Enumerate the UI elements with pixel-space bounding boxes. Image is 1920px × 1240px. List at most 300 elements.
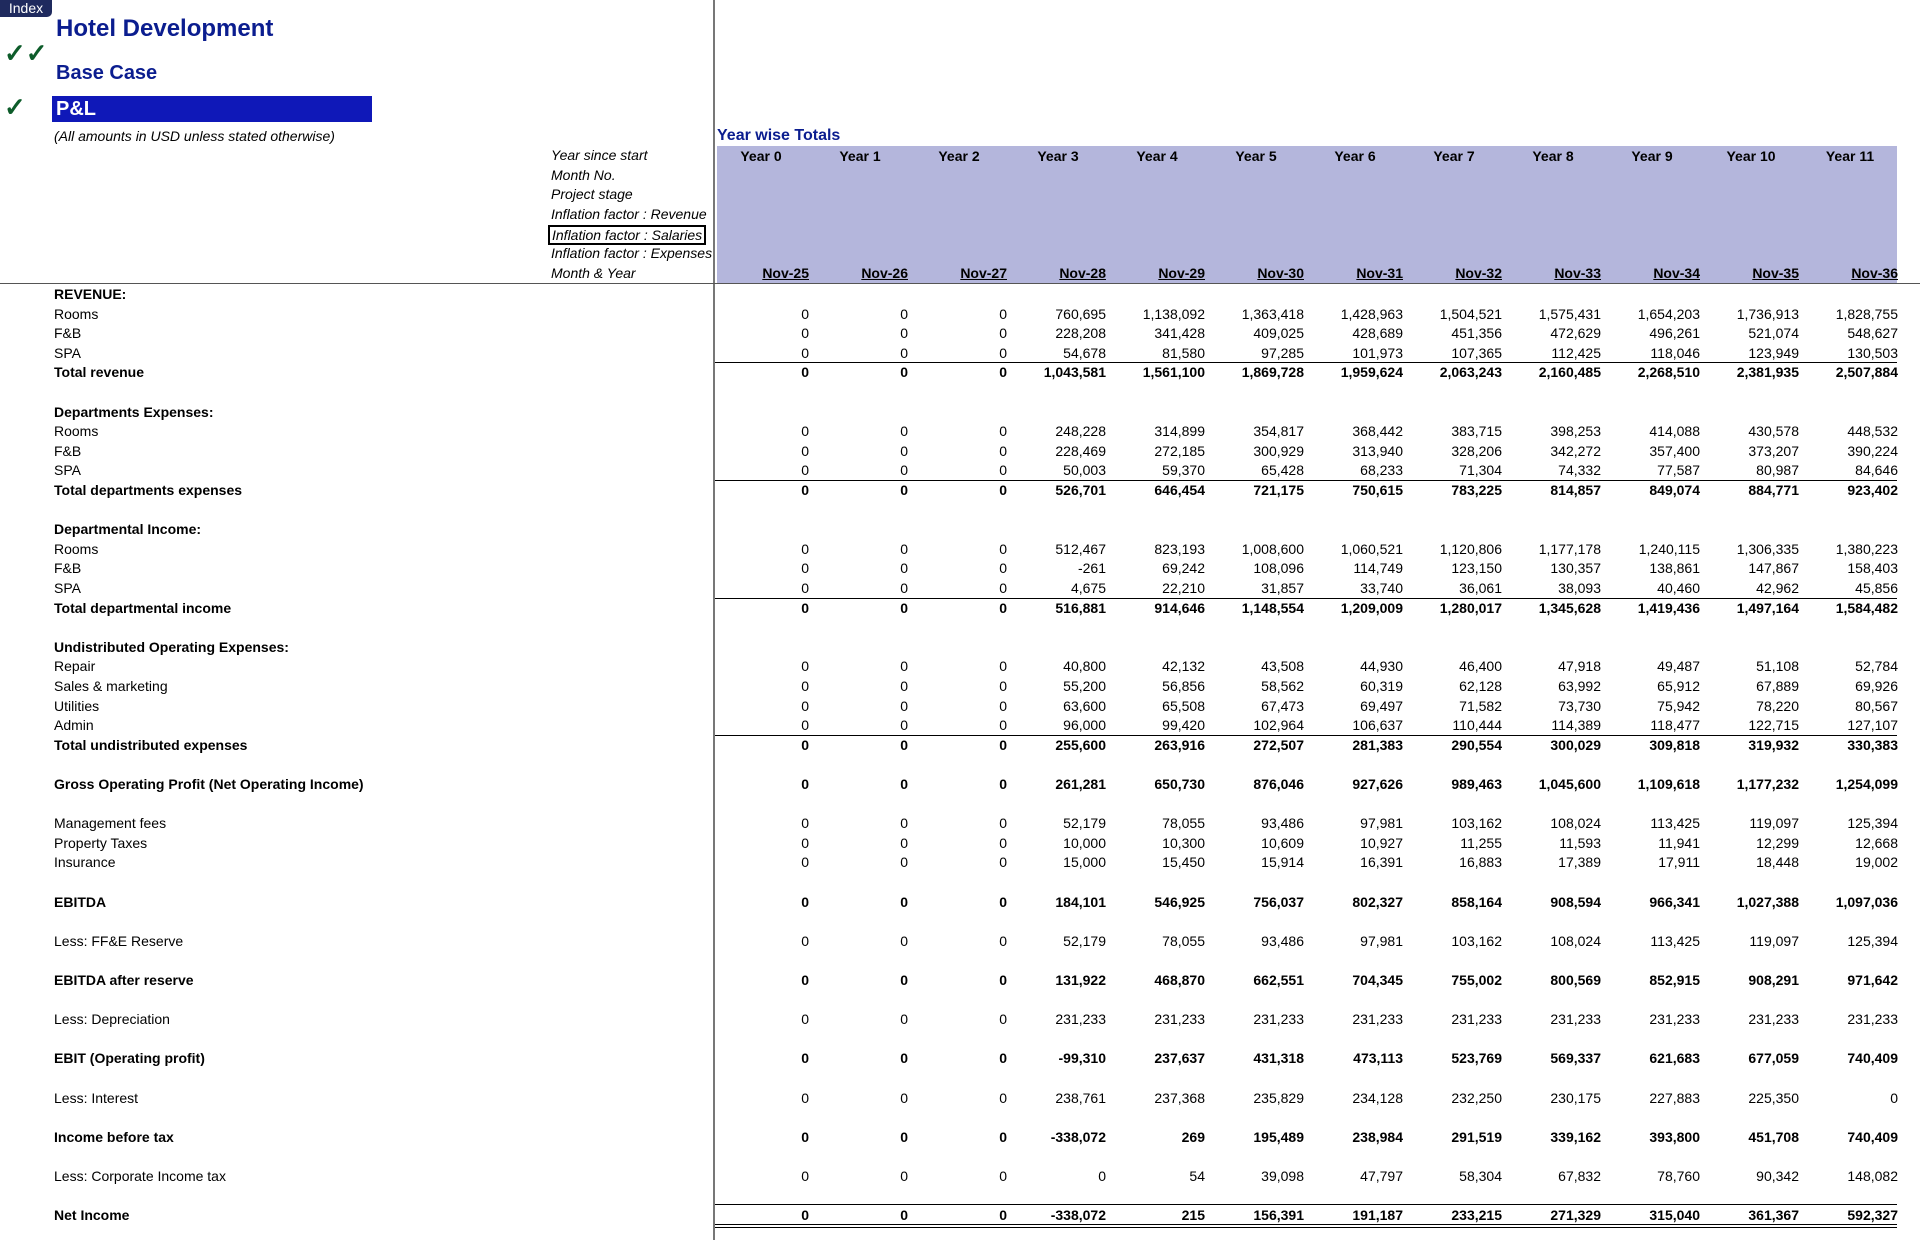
- table-cell[interactable]: 342,272: [1550, 442, 1601, 459]
- table-cell[interactable]: 0: [900, 580, 908, 596]
- table-cell[interactable]: 47,918: [1558, 658, 1601, 675]
- table-cell[interactable]: 11,255: [1460, 834, 1502, 851]
- table-cell[interactable]: 0: [999, 580, 1007, 596]
- table-cell[interactable]: 1,828,755: [1835, 305, 1898, 322]
- table-cell[interactable]: 1,109,618: [1637, 776, 1700, 792]
- table-cell[interactable]: 0: [801, 423, 809, 440]
- table-cell[interactable]: 0: [900, 599, 908, 616]
- table-cell[interactable]: 15,914: [1261, 854, 1304, 871]
- table-cell[interactable]: 740,409: [1847, 1050, 1898, 1067]
- table-cell[interactable]: 59,370: [1162, 462, 1205, 479]
- table-cell[interactable]: 231,233: [1154, 1011, 1205, 1028]
- table-cell[interactable]: 4,675: [1070, 580, 1106, 596]
- table-cell[interactable]: 138,861: [1649, 560, 1700, 577]
- table-cell[interactable]: 0: [900, 325, 908, 342]
- table-cell[interactable]: 0: [900, 678, 908, 694]
- table-cell[interactable]: 158,403: [1847, 560, 1898, 577]
- table-cell[interactable]: 1,177,178: [1538, 540, 1601, 557]
- table-cell[interactable]: 114,749: [1353, 560, 1403, 577]
- table-cell[interactable]: 884,771: [1748, 482, 1799, 498]
- table-cell[interactable]: 0: [900, 423, 908, 440]
- table-cell[interactable]: 0: [801, 344, 809, 361]
- table-cell[interactable]: 0: [801, 697, 809, 714]
- table-cell[interactable]: 93,486: [1261, 932, 1304, 949]
- table-cell[interactable]: 876,046: [1253, 776, 1304, 792]
- table-cell[interactable]: 71,582: [1459, 697, 1502, 714]
- table-cell[interactable]: 261,281: [1055, 776, 1106, 792]
- table-cell[interactable]: -338,072: [1050, 1207, 1106, 1224]
- table-cell[interactable]: 0: [900, 364, 908, 381]
- table-cell[interactable]: 0: [900, 560, 908, 577]
- table-cell[interactable]: 225,350: [1748, 1089, 1799, 1106]
- table-cell[interactable]: 215: [1181, 1207, 1205, 1224]
- table-cell[interactable]: 0: [801, 442, 809, 459]
- table-cell[interactable]: 231,233: [1253, 1011, 1304, 1028]
- table-cell[interactable]: 55,200: [1063, 678, 1106, 694]
- table-cell[interactable]: 231,233: [1847, 1011, 1898, 1028]
- table-cell[interactable]: 1,428,963: [1340, 305, 1403, 322]
- table-cell[interactable]: 31,857: [1261, 580, 1304, 596]
- table-cell[interactable]: 755,002: [1451, 972, 1502, 988]
- table-cell[interactable]: 0: [999, 893, 1007, 910]
- table-cell[interactable]: 102,964: [1253, 717, 1304, 734]
- table-cell[interactable]: 263,916: [1154, 736, 1205, 753]
- table-cell[interactable]: 750,615: [1352, 482, 1403, 498]
- table-cell[interactable]: 1,869,728: [1241, 364, 1304, 381]
- table-cell[interactable]: 0: [900, 893, 908, 910]
- table-cell[interactable]: 18,448: [1756, 854, 1799, 871]
- table-cell[interactable]: 0: [999, 462, 1007, 479]
- table-cell[interactable]: 0: [900, 1089, 908, 1106]
- table-cell[interactable]: 156,391: [1253, 1207, 1304, 1224]
- table-cell[interactable]: 16,883: [1459, 854, 1502, 871]
- table-cell[interactable]: 373,207: [1748, 442, 1799, 459]
- table-cell[interactable]: 1,504,521: [1439, 305, 1502, 322]
- table-cell[interactable]: 80,567: [1855, 697, 1898, 714]
- table-cell[interactable]: 69,926: [1855, 678, 1898, 694]
- table-cell[interactable]: 50,003: [1063, 462, 1106, 479]
- table-cell[interactable]: 621,683: [1649, 1050, 1700, 1067]
- table-cell[interactable]: 230,175: [1550, 1089, 1601, 1106]
- table-cell[interactable]: 546,925: [1154, 893, 1205, 910]
- table-cell[interactable]: 15,450: [1162, 854, 1205, 871]
- table-cell[interactable]: 802,327: [1352, 893, 1403, 910]
- table-cell[interactable]: 430,578: [1748, 423, 1799, 440]
- table-cell[interactable]: 328,206: [1451, 442, 1502, 459]
- table-cell[interactable]: 0: [900, 1207, 908, 1224]
- table-cell[interactable]: 291,519: [1451, 1128, 1502, 1145]
- table-cell[interactable]: 0: [801, 834, 809, 851]
- table-cell[interactable]: 721,175: [1253, 482, 1304, 498]
- table-cell[interactable]: 0: [801, 658, 809, 675]
- table-cell[interactable]: 383,715: [1451, 423, 1502, 440]
- table-cell[interactable]: 300,029: [1550, 736, 1601, 753]
- table-cell[interactable]: 428,689: [1352, 325, 1403, 342]
- table-cell[interactable]: 569,337: [1550, 1050, 1601, 1067]
- table-cell[interactable]: 67,473: [1261, 697, 1304, 714]
- table-cell[interactable]: 0: [900, 776, 908, 792]
- table-cell[interactable]: 97,285: [1261, 344, 1304, 361]
- table-cell[interactable]: 0: [999, 932, 1007, 949]
- table-cell[interactable]: 0: [999, 678, 1007, 694]
- table-cell[interactable]: 823,193: [1154, 540, 1205, 557]
- table-cell[interactable]: 36,061: [1459, 580, 1502, 596]
- table-cell[interactable]: 448,532: [1847, 423, 1898, 440]
- table-cell[interactable]: 1,045,600: [1538, 776, 1601, 792]
- table-cell[interactable]: 78,760: [1657, 1168, 1700, 1184]
- table-cell[interactable]: 15,000: [1063, 854, 1106, 871]
- table-cell[interactable]: 927,626: [1352, 776, 1403, 792]
- table-cell[interactable]: 17,911: [1658, 854, 1700, 871]
- table-cell[interactable]: 0: [801, 1050, 809, 1067]
- table-cell[interactable]: 314,899: [1154, 423, 1205, 440]
- table-cell[interactable]: 390,224: [1847, 442, 1898, 459]
- table-cell[interactable]: -338,072: [1050, 1128, 1106, 1145]
- table-cell[interactable]: 248,228: [1055, 423, 1106, 440]
- table-cell[interactable]: 1,097,036: [1835, 893, 1898, 910]
- table-cell[interactable]: 12,668: [1855, 834, 1898, 851]
- table-cell[interactable]: 228,469: [1055, 442, 1106, 459]
- table-cell[interactable]: 0: [999, 305, 1007, 322]
- table-cell[interactable]: 108,024: [1550, 932, 1601, 949]
- table-cell[interactable]: 113,425: [1650, 932, 1700, 949]
- table-cell[interactable]: 231,233: [1748, 1011, 1799, 1028]
- table-cell[interactable]: 184,101: [1055, 893, 1106, 910]
- table-cell[interactable]: 80,987: [1756, 462, 1799, 479]
- table-cell[interactable]: 62,128: [1459, 678, 1502, 694]
- table-cell[interactable]: 300,929: [1253, 442, 1304, 459]
- table-cell[interactable]: 1,148,554: [1241, 599, 1304, 616]
- table-cell[interactable]: 11,593: [1559, 834, 1601, 851]
- table-cell[interactable]: 330,383: [1847, 736, 1898, 753]
- table-cell[interactable]: 1,254,099: [1835, 776, 1898, 792]
- table-cell[interactable]: 60,319: [1360, 678, 1403, 694]
- table-cell[interactable]: 0: [999, 697, 1007, 714]
- table-cell[interactable]: 393,800: [1649, 1128, 1700, 1145]
- table-cell[interactable]: 0: [900, 442, 908, 459]
- table-cell[interactable]: 0: [801, 717, 809, 734]
- table-cell[interactable]: 2,268,510: [1637, 364, 1700, 381]
- table-cell[interactable]: 0: [900, 697, 908, 714]
- table-cell[interactable]: 123,949: [1748, 344, 1799, 361]
- table-cell[interactable]: 118,046: [1650, 344, 1700, 361]
- table-cell[interactable]: 63,992: [1558, 678, 1601, 694]
- table-cell[interactable]: 0: [801, 540, 809, 557]
- table-cell[interactable]: 646,454: [1154, 482, 1205, 498]
- table-cell[interactable]: 93,486: [1261, 815, 1304, 832]
- table-cell[interactable]: 122,715: [1748, 717, 1799, 734]
- table-cell[interactable]: 191,187: [1352, 1207, 1403, 1224]
- table-cell[interactable]: 0: [999, 560, 1007, 577]
- table-cell[interactable]: 97,981: [1360, 815, 1403, 832]
- table-cell[interactable]: 971,642: [1847, 972, 1898, 988]
- table-cell[interactable]: 74,332: [1558, 462, 1601, 479]
- table-cell[interactable]: 0: [801, 560, 809, 577]
- table-cell[interactable]: 814,857: [1550, 482, 1601, 498]
- table-cell[interactable]: 0: [999, 1207, 1007, 1224]
- table-cell[interactable]: 0: [801, 305, 809, 322]
- table-cell[interactable]: 52,179: [1063, 815, 1106, 832]
- table-cell[interactable]: 451,356: [1451, 325, 1502, 342]
- table-cell[interactable]: 1,306,335: [1736, 540, 1799, 557]
- index-button[interactable]: Index: [0, 0, 52, 17]
- table-cell[interactable]: 78,220: [1756, 697, 1799, 714]
- table-cell[interactable]: 1,060,521: [1340, 540, 1403, 557]
- table-cell[interactable]: 271,329: [1550, 1207, 1601, 1224]
- table-cell[interactable]: 231,233: [1550, 1011, 1601, 1028]
- table-cell[interactable]: 398,253: [1550, 423, 1601, 440]
- table-cell[interactable]: 341,428: [1154, 325, 1205, 342]
- table-cell[interactable]: 63,600: [1063, 697, 1106, 714]
- table-cell[interactable]: 101,973: [1352, 344, 1403, 361]
- table-cell[interactable]: 0: [999, 736, 1007, 753]
- table-cell[interactable]: 1,380,223: [1835, 540, 1898, 557]
- table-cell[interactable]: 16,391: [1360, 854, 1403, 871]
- table-cell[interactable]: 195,489: [1253, 1128, 1304, 1145]
- table-cell[interactable]: 0: [801, 972, 809, 988]
- table-cell[interactable]: 103,162: [1451, 815, 1502, 832]
- table-cell[interactable]: 130,503: [1847, 344, 1898, 361]
- table-cell[interactable]: 0: [999, 1050, 1007, 1067]
- table-cell[interactable]: 309,818: [1649, 736, 1700, 753]
- table-cell[interactable]: 269: [1181, 1128, 1205, 1145]
- table-cell[interactable]: 0: [801, 364, 809, 381]
- table-cell[interactable]: 783,225: [1451, 482, 1502, 498]
- table-cell[interactable]: 106,637: [1352, 717, 1403, 734]
- table-cell[interactable]: 516,881: [1055, 599, 1106, 616]
- table-cell[interactable]: 319,932: [1748, 736, 1799, 753]
- table-cell[interactable]: 354,817: [1253, 423, 1304, 440]
- table-cell[interactable]: 0: [1890, 1089, 1898, 1106]
- table-cell[interactable]: 858,164: [1451, 893, 1502, 910]
- table-cell[interactable]: 0: [801, 482, 809, 498]
- table-cell[interactable]: 1,177,232: [1736, 776, 1799, 792]
- table-cell[interactable]: 112,425: [1551, 344, 1601, 361]
- table-cell[interactable]: 431,318: [1253, 1050, 1304, 1067]
- table-cell[interactable]: 0: [801, 599, 809, 616]
- table-cell[interactable]: 1,043,581: [1043, 364, 1106, 381]
- table-cell[interactable]: 2,063,243: [1439, 364, 1502, 381]
- table-cell[interactable]: 67,889: [1756, 678, 1799, 694]
- table-cell[interactable]: 12,299: [1756, 834, 1799, 851]
- table-cell[interactable]: 473,113: [1353, 1050, 1403, 1067]
- table-cell[interactable]: 108,096: [1253, 560, 1304, 577]
- table-cell[interactable]: 496,261: [1649, 325, 1700, 342]
- table-cell[interactable]: 414,088: [1649, 423, 1700, 440]
- table-cell[interactable]: 237,368: [1154, 1089, 1205, 1106]
- table-cell[interactable]: 0: [1098, 1168, 1106, 1184]
- table-cell[interactable]: 0: [999, 599, 1007, 616]
- table-cell[interactable]: 1,497,164: [1736, 599, 1799, 616]
- table-cell[interactable]: 0: [801, 776, 809, 792]
- table-cell[interactable]: 923,402: [1847, 482, 1898, 498]
- table-cell[interactable]: 0: [900, 658, 908, 675]
- table-cell[interactable]: 0: [999, 972, 1007, 988]
- table-cell[interactable]: 1,584,482: [1835, 599, 1898, 616]
- table-cell[interactable]: 123,150: [1451, 560, 1502, 577]
- table-cell[interactable]: 10,609: [1261, 834, 1304, 851]
- table-cell[interactable]: 68,233: [1360, 462, 1403, 479]
- table-cell[interactable]: 127,107: [1847, 717, 1898, 734]
- table-cell[interactable]: 0: [801, 1128, 809, 1145]
- table-cell[interactable]: 357,400: [1649, 442, 1700, 459]
- table-cell[interactable]: 56,856: [1162, 678, 1205, 694]
- table-cell[interactable]: 52,179: [1063, 932, 1106, 949]
- table-cell[interactable]: 84,646: [1855, 462, 1898, 479]
- table-cell[interactable]: 43,508: [1261, 658, 1304, 675]
- table-cell[interactable]: 0: [999, 815, 1007, 832]
- table-cell[interactable]: 0: [801, 932, 809, 949]
- table-cell[interactable]: 1,240,115: [1638, 540, 1700, 557]
- table-cell[interactable]: 47,797: [1360, 1168, 1403, 1184]
- table-cell[interactable]: 103,162: [1451, 932, 1502, 949]
- table-cell[interactable]: 1,138,092: [1142, 305, 1205, 322]
- table-cell[interactable]: 272,185: [1154, 442, 1205, 459]
- table-cell[interactable]: 849,074: [1649, 482, 1700, 498]
- table-cell[interactable]: 0: [900, 972, 908, 988]
- table-cell[interactable]: 0: [999, 344, 1007, 361]
- table-cell[interactable]: 1,345,628: [1538, 599, 1601, 616]
- table-cell[interactable]: 90,342: [1756, 1168, 1799, 1184]
- table-cell[interactable]: 233,215: [1451, 1207, 1502, 1224]
- table-cell[interactable]: 989,463: [1451, 776, 1502, 792]
- table-cell[interactable]: 19,002: [1855, 854, 1898, 871]
- table-cell[interactable]: 521,074: [1748, 325, 1799, 342]
- table-cell[interactable]: 0: [999, 540, 1007, 557]
- table-cell[interactable]: 290,554: [1451, 736, 1502, 753]
- table-cell[interactable]: 42,132: [1162, 658, 1205, 675]
- table-cell[interactable]: 0: [801, 854, 809, 871]
- table-cell[interactable]: 1,419,436: [1637, 599, 1700, 616]
- table-cell[interactable]: 760,695: [1055, 305, 1106, 322]
- table-cell[interactable]: 1,120,806: [1439, 540, 1502, 557]
- table-cell[interactable]: 1,959,624: [1340, 364, 1403, 381]
- table-cell[interactable]: 0: [999, 1168, 1007, 1184]
- table-cell[interactable]: 0: [801, 736, 809, 753]
- table-cell[interactable]: 526,701: [1055, 482, 1106, 498]
- table-cell[interactable]: 67,832: [1558, 1168, 1601, 1184]
- table-cell[interactable]: 339,162: [1550, 1128, 1601, 1145]
- table-cell[interactable]: 1,363,418: [1241, 305, 1304, 322]
- table-cell[interactable]: 33,740: [1360, 580, 1403, 596]
- table-cell[interactable]: 756,037: [1253, 893, 1304, 910]
- table-cell[interactable]: 51,108: [1756, 658, 1799, 675]
- table-cell[interactable]: 40,460: [1657, 580, 1700, 596]
- table-cell[interactable]: 0: [999, 854, 1007, 871]
- table-cell[interactable]: 0: [999, 1128, 1007, 1145]
- table-cell[interactable]: 361,367: [1748, 1207, 1799, 1224]
- table-cell[interactable]: 119,097: [1749, 815, 1799, 832]
- table-cell[interactable]: 125,394: [1847, 932, 1898, 949]
- table-cell[interactable]: 0: [801, 1011, 809, 1028]
- table-cell[interactable]: 0: [900, 854, 908, 871]
- table-cell[interactable]: 0: [999, 717, 1007, 734]
- table-cell[interactable]: 908,594: [1550, 893, 1601, 910]
- table-cell[interactable]: 17,389: [1558, 854, 1601, 871]
- table-cell[interactable]: 0: [801, 1168, 809, 1184]
- table-cell[interactable]: 0: [801, 1207, 809, 1224]
- table-cell[interactable]: 231,233: [1649, 1011, 1700, 1028]
- table-cell[interactable]: 800,569: [1550, 972, 1601, 988]
- table-cell[interactable]: 54,678: [1063, 344, 1106, 361]
- table-cell[interactable]: 40,800: [1063, 658, 1106, 675]
- table-cell[interactable]: 313,940: [1352, 442, 1403, 459]
- table-cell[interactable]: 1,736,913: [1736, 305, 1799, 322]
- table-cell[interactable]: 0: [801, 893, 809, 910]
- table-cell[interactable]: 0: [999, 658, 1007, 675]
- table-cell[interactable]: 1,280,017: [1439, 599, 1502, 616]
- table-cell[interactable]: 10,927: [1360, 834, 1403, 851]
- table-cell[interactable]: 0: [900, 540, 908, 557]
- table-cell[interactable]: 2,507,884: [1835, 364, 1898, 381]
- table-cell[interactable]: 0: [999, 423, 1007, 440]
- table-cell[interactable]: 368,442: [1352, 423, 1403, 440]
- table-cell[interactable]: 0: [999, 776, 1007, 792]
- table-cell[interactable]: 908,291: [1748, 972, 1799, 988]
- table-cell[interactable]: 0: [999, 325, 1007, 342]
- table-cell[interactable]: 58,562: [1261, 678, 1304, 694]
- table-cell[interactable]: 231,233: [1055, 1011, 1106, 1028]
- table-cell[interactable]: 231,233: [1451, 1011, 1502, 1028]
- table-cell[interactable]: 0: [999, 482, 1007, 498]
- table-cell[interactable]: 2,381,935: [1736, 364, 1799, 381]
- table-cell[interactable]: 99,420: [1162, 717, 1205, 734]
- table-cell[interactable]: 107,365: [1451, 344, 1502, 361]
- table-cell[interactable]: 228,208: [1055, 325, 1106, 342]
- table-cell[interactable]: 315,040: [1649, 1207, 1700, 1224]
- table-cell[interactable]: 255,600: [1055, 736, 1106, 753]
- table-cell[interactable]: 0: [900, 344, 908, 361]
- table-cell[interactable]: 42,962: [1756, 580, 1799, 596]
- table-cell[interactable]: 677,059: [1748, 1050, 1799, 1067]
- table-cell[interactable]: 0: [801, 462, 809, 479]
- table-cell[interactable]: 52,784: [1855, 658, 1898, 675]
- table-cell[interactable]: 272,507: [1253, 736, 1304, 753]
- table-cell[interactable]: 650,730: [1154, 776, 1205, 792]
- table-cell[interactable]: 108,024: [1550, 815, 1601, 832]
- table-cell[interactable]: 65,508: [1162, 697, 1205, 714]
- table-cell[interactable]: 0: [900, 717, 908, 734]
- table-cell[interactable]: 78,055: [1162, 932, 1205, 949]
- table-cell[interactable]: 114,389: [1551, 717, 1601, 734]
- table-cell[interactable]: 472,629: [1550, 325, 1601, 342]
- table-cell[interactable]: 131,922: [1055, 972, 1106, 988]
- table-cell[interactable]: 0: [801, 678, 809, 694]
- header-label[interactable]: Inflation factor : Salaries: [548, 225, 706, 245]
- table-cell[interactable]: 0: [801, 1089, 809, 1106]
- table-cell[interactable]: 77,587: [1657, 462, 1700, 479]
- table-cell[interactable]: 523,769: [1451, 1050, 1502, 1067]
- table-cell[interactable]: 10,000: [1063, 834, 1106, 851]
- table-cell[interactable]: 11,941: [1658, 834, 1700, 851]
- table-cell[interactable]: 1,008,600: [1241, 540, 1304, 557]
- table-cell[interactable]: 227,883: [1649, 1089, 1700, 1106]
- table-cell[interactable]: 966,341: [1649, 893, 1700, 910]
- table-cell[interactable]: 0: [900, 834, 908, 851]
- table-cell[interactable]: 512,467: [1055, 540, 1106, 557]
- table-cell[interactable]: -261: [1077, 560, 1106, 577]
- table-cell[interactable]: 0: [900, 305, 908, 322]
- table-cell[interactable]: 914,646: [1154, 599, 1205, 616]
- table-cell[interactable]: 125,394: [1847, 815, 1898, 832]
- table-cell[interactable]: 73,730: [1558, 697, 1601, 714]
- table-cell[interactable]: 0: [900, 1128, 908, 1145]
- table-cell[interactable]: 592,327: [1847, 1207, 1898, 1224]
- table-cell[interactable]: 0: [900, 1011, 908, 1028]
- table-cell[interactable]: 78,055: [1162, 815, 1205, 832]
- table-cell[interactable]: 0: [900, 736, 908, 753]
- table-cell[interactable]: 46,400: [1459, 658, 1502, 675]
